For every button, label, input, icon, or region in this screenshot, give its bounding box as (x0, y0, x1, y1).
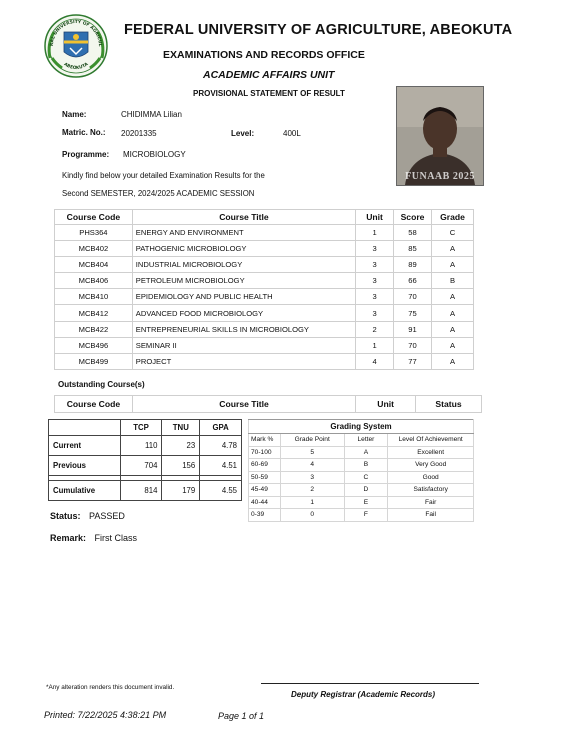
remark-line (50, 533, 137, 543)
course-unit: 3 (356, 241, 394, 257)
table-row (49, 436, 242, 456)
col-achievement: Level Of Achievement (388, 434, 474, 447)
grade-achievement: Very Good (388, 459, 474, 472)
col-unit: Unit (356, 210, 394, 225)
grade-point: 2 (280, 484, 344, 497)
course-title: PETROLEUM MICROBIOLOGY (132, 273, 355, 289)
course-unit: 1 (356, 225, 394, 241)
course-code: PHS364 (55, 225, 133, 241)
col-mark: Mark % (249, 434, 281, 447)
office-name: EXAMINATIONS AND RECORDS OFFICE (163, 49, 365, 61)
col-letter: Letter (344, 434, 388, 447)
university-crest-icon (44, 14, 108, 78)
name-label: Name: (62, 110, 87, 119)
col-grade: Grade (432, 210, 474, 225)
course-score: 75 (394, 305, 432, 321)
grade-point: 0 (280, 509, 344, 522)
course-unit: 3 (356, 289, 394, 305)
logo-text-bottom: ABEOKUTA (62, 62, 90, 72)
course-unit: 4 (356, 353, 394, 369)
table-row (55, 337, 474, 353)
course-score: 66 (394, 273, 432, 289)
course-unit: 3 (356, 305, 394, 321)
table-row (249, 471, 474, 484)
col-course-code: Course Code (55, 396, 133, 413)
photo-watermark: FUNAAB 2025 (405, 171, 475, 182)
table-row (55, 273, 474, 289)
grade-achievement: Satisfactory (388, 484, 474, 497)
table-row (249, 509, 474, 522)
course-code: MCB402 (55, 241, 133, 257)
gpa-value: 4.51 (200, 456, 242, 476)
results-header-row (55, 210, 474, 225)
course-title: PATHOGENIC MICROBIOLOGY (132, 241, 355, 257)
status-value: PASSED (89, 511, 125, 521)
course-grade: A (432, 241, 474, 257)
course-title: ENTREPRENEURIAL SKILLS IN MICROBIOLOGY (132, 321, 355, 337)
course-grade: A (432, 289, 474, 305)
gpa-row-label: Current (49, 436, 121, 456)
course-title: ADVANCED FOOD MICROBIOLOGY (132, 305, 355, 321)
grade-mark: 40-44 (249, 496, 281, 509)
gpa-row-label: Cumulative (49, 481, 121, 501)
level-label: Level: (231, 129, 255, 138)
grade-achievement: Excellent (388, 446, 474, 459)
course-grade: A (432, 353, 474, 369)
col-tnu: TNU (162, 420, 200, 436)
course-grade: A (432, 321, 474, 337)
matric-label: Matric. No.: (62, 128, 106, 137)
course-unit: 2 (356, 321, 394, 337)
course-code: MCB406 (55, 273, 133, 289)
table-row (249, 496, 474, 509)
grade-point: 5 (280, 446, 344, 459)
table-row (55, 257, 474, 273)
course-score: 70 (394, 337, 432, 353)
course-title: ENERGY AND ENVIRONMENT (132, 225, 355, 241)
grade-point: 1 (280, 496, 344, 509)
statement-title: PROVISIONAL STATEMENT OF RESULT (193, 89, 345, 98)
course-code: MCB404 (55, 257, 133, 273)
grade-mark: 70-100 (249, 446, 281, 459)
col-gpa: GPA (200, 420, 242, 436)
course-grade: A (432, 337, 474, 353)
grade-achievement: Fair (388, 496, 474, 509)
gpa-tcp: 814 (120, 481, 162, 501)
gpa-summary-table (48, 419, 242, 501)
gpa-header-row (49, 420, 242, 436)
course-title: INDUSTRIAL MICROBIOLOGY (132, 257, 355, 273)
remark-label: Remark: (50, 533, 87, 543)
programme-label: Programme: (62, 150, 110, 159)
university-name: FEDERAL UNIVERSITY OF AGRICULTURE, ABEOKUTA (124, 22, 513, 38)
grade-mark: 50-59 (249, 471, 281, 484)
table-row (55, 289, 474, 305)
table-row (55, 353, 474, 369)
grade-achievement: Fail (388, 509, 474, 522)
grade-letter: B (344, 459, 388, 472)
grade-point: 3 (280, 471, 344, 484)
intro-line-2: Second SEMESTER, 2024/2025 ACADEMIC SESSION (62, 189, 255, 198)
course-code: MCB410 (55, 289, 133, 305)
course-title: SEMINAR II (132, 337, 355, 353)
course-score: 91 (394, 321, 432, 337)
table-row (55, 241, 474, 257)
student-photo (396, 86, 484, 186)
grade-letter: C (344, 471, 388, 484)
grading-title: Grading System (249, 420, 474, 434)
course-code: MCB496 (55, 337, 133, 353)
grade-letter: A (344, 446, 388, 459)
col-unit: Unit (356, 396, 416, 413)
table-row (249, 484, 474, 497)
page-number: Page 1 of 1 (218, 711, 265, 721)
table-row (49, 456, 242, 476)
intro-line-1: Kindly find below your detailed Examination Results for the (62, 171, 265, 180)
gpa-tcp: 110 (120, 436, 162, 456)
course-code: MCB422 (55, 321, 133, 337)
status-label: Status: (50, 511, 81, 521)
grading-system-table (248, 419, 474, 522)
gpa-blank-cell (49, 420, 121, 436)
course-unit: 3 (356, 273, 394, 289)
grading-title-row (249, 420, 474, 434)
course-score: 85 (394, 241, 432, 257)
gpa-tnu: 23 (162, 436, 200, 456)
printed-timestamp: Printed: 7/22/2025 4:38:21 PM (44, 710, 167, 720)
grade-mark: 0-39 (249, 509, 281, 522)
unit-name: ACADEMIC AFFAIRS UNIT (203, 69, 335, 81)
gpa-tnu: 179 (162, 481, 200, 501)
course-score: 58 (394, 225, 432, 241)
course-code: MCB499 (55, 353, 133, 369)
gpa-value: 4.78 (200, 436, 242, 456)
col-tcp: TCP (120, 420, 162, 436)
signature-line (261, 683, 479, 684)
outstanding-title: Outstanding Course(s) (58, 380, 145, 389)
grade-letter: D (344, 484, 388, 497)
signatory-title: Deputy Registrar (Academic Records) (291, 690, 436, 699)
table-row (249, 446, 474, 459)
results-table (54, 209, 474, 370)
grade-mark: 60-69 (249, 459, 281, 472)
course-code: MCB412 (55, 305, 133, 321)
table-row (55, 321, 474, 337)
course-title: EPIDEMIOLOGY AND PUBLIC HEALTH (132, 289, 355, 305)
course-score: 77 (394, 353, 432, 369)
course-grade: B (432, 273, 474, 289)
outstanding-table (54, 395, 482, 413)
course-score: 89 (394, 257, 432, 273)
gpa-tcp: 704 (120, 456, 162, 476)
gpa-value: 4.55 (200, 481, 242, 501)
student-programme: MICROBIOLOGY (123, 150, 186, 159)
gpa-tnu: 156 (162, 456, 200, 476)
table-row (55, 225, 474, 241)
course-grade: C (432, 225, 474, 241)
course-unit: 1 (356, 337, 394, 353)
grade-letter: E (344, 496, 388, 509)
col-score: Score (394, 210, 432, 225)
grade-mark: 45-49 (249, 484, 281, 497)
course-score: 70 (394, 289, 432, 305)
student-name: CHIDIMMA Lilian (121, 110, 182, 119)
student-level: 400L (283, 129, 301, 138)
course-title: PROJECT (132, 353, 355, 369)
logo-text-top: RAL UNIVERSITY OF AGRICUL (49, 19, 103, 47)
col-grade-point: Grade Point (280, 434, 344, 447)
col-course-code: Course Code (55, 210, 133, 225)
course-grade: A (432, 305, 474, 321)
course-unit: 3 (356, 257, 394, 273)
outstanding-header-row (55, 396, 482, 413)
grade-achievement: Good (388, 471, 474, 484)
col-course-title: Course Title (132, 396, 355, 413)
grade-letter: F (344, 509, 388, 522)
remark-value: First Class (94, 533, 138, 543)
col-status: Status (416, 396, 482, 413)
grading-header-row (249, 434, 474, 447)
table-row (55, 305, 474, 321)
grade-point: 4 (280, 459, 344, 472)
status-line (50, 511, 125, 521)
matric-number: 20201335 (121, 129, 157, 138)
col-course-title: Course Title (132, 210, 355, 225)
table-row (49, 481, 242, 501)
course-grade: A (432, 257, 474, 273)
table-row (249, 459, 474, 472)
disclaimer-note: *Any alteration renders this document invalid. (46, 684, 175, 691)
gpa-row-label: Previous (49, 456, 121, 476)
